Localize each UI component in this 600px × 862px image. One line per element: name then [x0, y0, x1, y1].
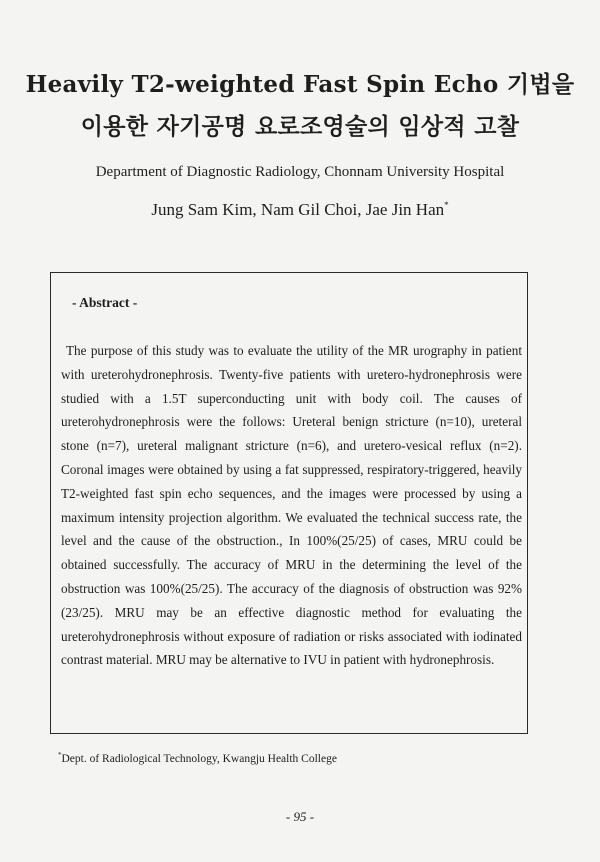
department: Department of Diagnostic Radiology, Chonnam University Hospital — [95, 164, 505, 180]
footnote — [58, 751, 337, 765]
footnote-mark: * — [58, 751, 62, 759]
abstract-heading: - Abstract - — [72, 295, 138, 310]
author-footnote-mark: * — [444, 200, 449, 210]
footnote-text: Dept. of Radiological Technology, Kwangju Health College — [61, 753, 337, 765]
abstract-text: The purpose of this study was to evaluate the utility of the MR urography in patient with ureterohydronephrosis. Twenty-five patients with uretero-hydronephrosis were studied with a 1.5T superconducting unit with body coil. The causes of ureterohydronephrosis were the follows: Ureteral benign stricture (n=10), ureteral stone (n=7), ureteral malignant stricture (n=6), and uretero-vesical reflux (n=2). Coronal images were obtained by using a fat suppressed, respiratory-triggered, heavily T2-weighted fast spin echo sequences, and the images were processed by using a maximum intensity projection algorithm. We evaluated the technical success rate, the level and the cause of the obstruction., In 100%(25/25) of cases, MRU could be obtained successfully. The accuracy of MRU in the determining the level of the obstruction was 100%(25/25). The accuracy of the diagnosis of obstruction was 92%(23/25). MRU may be an effective diagnostic method for evaluating the ureterohydronephrosis without exposure of radiation or risks associated with iodinated contrast material. MRU may be alternative to IVU in patient with hydronephrosis. — [61, 343, 522, 668]
author-names: Jung Sam Kim, Nam Gil Choi, Jae Jin Han — [151, 200, 445, 219]
title-line-1: Heavily T2-weighted Fast Spin Echo 기법을 — [25, 71, 575, 98]
page-number: - 95 - — [285, 809, 315, 824]
authors — [0, 200, 600, 220]
title-line-2: 이용한 자기공명 요로조영술의 임상적 고찰 — [80, 113, 520, 140]
